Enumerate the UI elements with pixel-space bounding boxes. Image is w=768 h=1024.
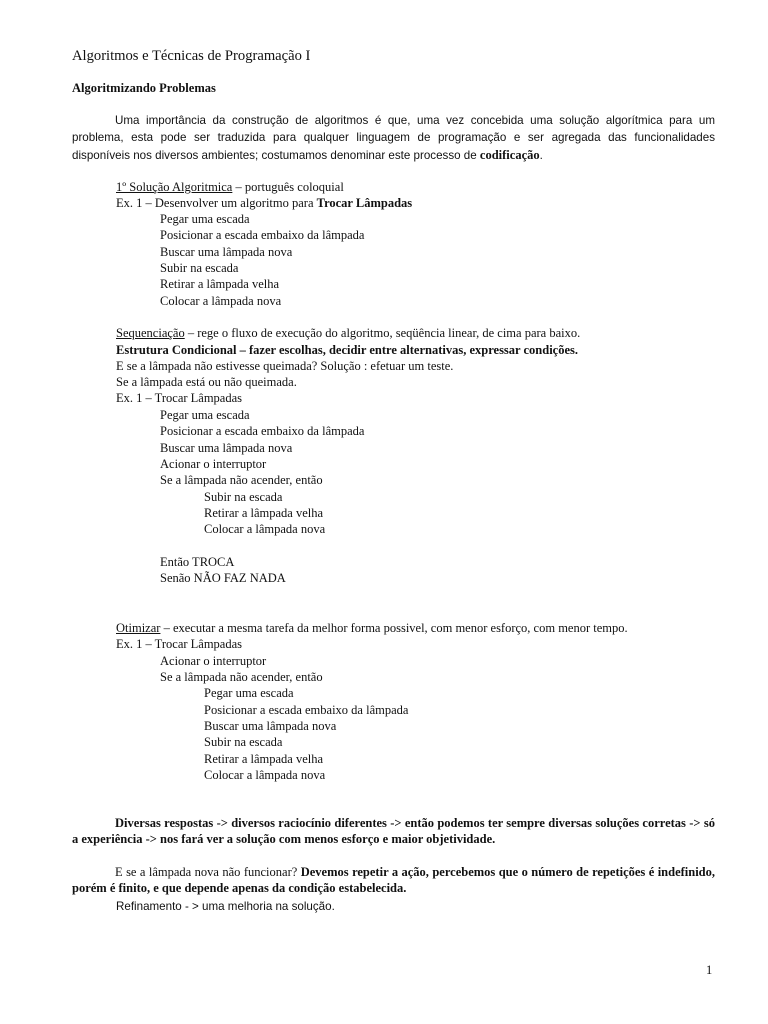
sol1-step: Posicionar a escada embaixo da lâmpada (160, 228, 365, 242)
else-line: Senão NÃO FAZ NADA (160, 571, 286, 585)
seq-step: Pegar uma escada (160, 408, 250, 422)
question-line: E se a lâmpada não estivesse queimada? Solução : efetuar um teste. (116, 359, 454, 373)
opt-label: Otimizar (116, 621, 161, 635)
opt-substep: Colocar a lâmpada nova (204, 768, 326, 782)
sol1-label: 1º Solução Algoritmica (116, 180, 233, 194)
intro-end: . (539, 148, 543, 162)
intro-bold: codificação (479, 147, 540, 162)
conditional-heading: Estrutura Condicional – fazer escolhas, decidir entre alternativas, expressar condições. (116, 343, 578, 357)
seq-step: Posicionar a escada embaixo da lâmpada (160, 424, 365, 438)
seq-step: Acionar o interruptor (160, 457, 267, 471)
section-title: Algoritmizando Problemas (72, 81, 216, 95)
opt-heading (116, 620, 628, 636)
refine-line (116, 898, 335, 915)
sol1-ex-bold: Trocar Lâmpadas (316, 196, 413, 210)
opt-step: Acionar o interruptor (160, 654, 267, 668)
repeat-bold: Devemos repetir a ação, percebemos que o número de repetições é indefinido, porém é finito, e que depende apenas da condição estabelecida. (72, 865, 716, 896)
seq-substep: Retirar a lâmpada velha (204, 506, 324, 520)
opt-substep: Posicionar a escada embaixo da lâmpada (204, 703, 409, 717)
sol1-step: Colocar a lâmpada nova (160, 294, 282, 308)
seq-label: Sequenciação (116, 326, 185, 340)
page-number: 1 (706, 963, 713, 977)
seq-heading (116, 325, 580, 341)
opt-example: Ex. 1 – Trocar Lâmpadas (116, 637, 243, 651)
opt-substep: Buscar uma lâmpada nova (204, 719, 337, 733)
sol1-rest: – português coloquial (232, 180, 344, 194)
seq-substep: Colocar a lâmpada nova (204, 522, 326, 536)
repeat-paragraph (72, 864, 715, 897)
seq-rest: – rege o fluxo de execução do algoritmo, seqüência linear, de cima para baixo. (184, 326, 581, 340)
sol1-step: Subir na escada (160, 261, 239, 275)
opt-step: Se a lâmpada não acender, então (160, 670, 323, 684)
seq-step: Buscar uma lâmpada nova (160, 441, 293, 455)
sol1-ex-prefix: Ex. 1 – Desenvolver um algoritmo para (116, 196, 317, 210)
refine-text: Refinamento - > uma melhoria na solução. (116, 900, 335, 913)
sol1-step: Pegar uma escada (160, 212, 250, 226)
intro-text: Uma importância da construção de algoritmos é que, uma vez concebida uma solução algorítmica para um problema, esta pode ser traduzida para qualquer linguagem de programação e ser agregada das funcionalidades disponíveis nos diversos ambientes; costumamos denominar este processo de (72, 114, 715, 162)
seq-step: Se a lâmpada não acender, então (160, 473, 323, 487)
sol1-step: Buscar uma lâmpada nova (160, 245, 293, 259)
seq-example: Ex. 1 – Trocar Lâmpadas (116, 391, 243, 405)
intro-paragraph (72, 112, 715, 164)
seq-substep: Subir na escada (204, 490, 283, 504)
document-header: Algoritmos e Técnicas de Programação I (72, 48, 311, 64)
summary-paragraph: Diversas respostas -> diversos raciocínio diferentes -> então podemos ter sempre diversas soluções corretas -> só a experiência -> nos fará ver a solução com menos esforço e maior objetividade. (72, 816, 715, 847)
opt-substep: Subir na escada (204, 735, 283, 749)
sol1-step: Retirar a lâmpada velha (160, 277, 280, 291)
then-line: Então TROCA (160, 555, 235, 569)
opt-substep: Pegar uma escada (204, 686, 294, 700)
question-line: Se a lâmpada está ou não queimada. (116, 375, 297, 389)
repeat-question: E se a lâmpada nova não funcionar? (115, 865, 301, 879)
sol1-heading (116, 179, 344, 195)
opt-substep: Retirar a lâmpada velha (204, 752, 324, 766)
opt-rest: – executar a mesma tarefa da melhor forma possivel, com menor esforço, com menor tempo. (160, 621, 628, 635)
sol1-example (116, 195, 412, 211)
